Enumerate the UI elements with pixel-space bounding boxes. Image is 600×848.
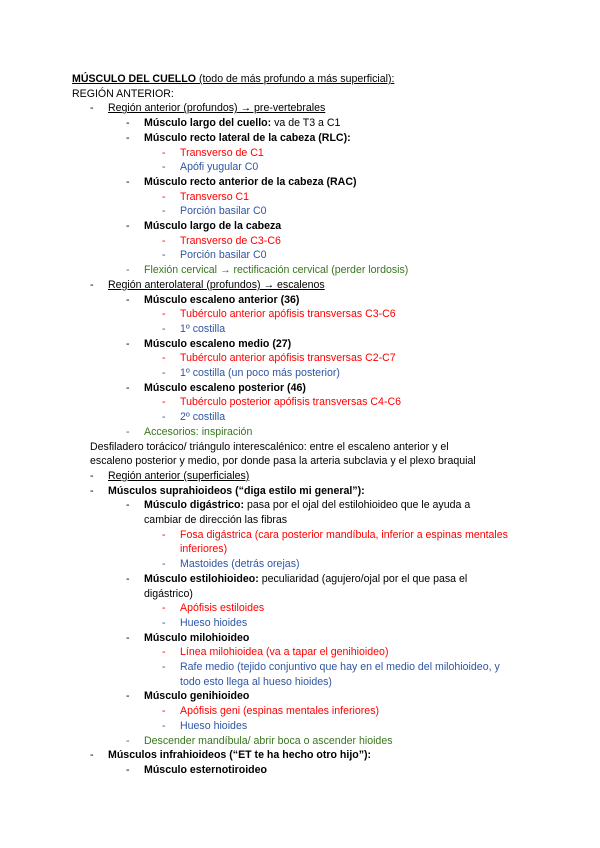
muscle-rac: Músculo recto anterior de la cabeza (RAC) (144, 175, 357, 188)
insertion-end: 1º costilla (180, 322, 226, 335)
deep-heading: Región anterior (profundos) → pre-vertebrales (108, 102, 326, 115)
insertion-end: Rafe medio (tejido conjuntivo que hay en el medio del milohioideo, y (180, 661, 500, 673)
insertion-origin: Apófisis geni (espinas mentales inferiores) (180, 705, 380, 718)
insertion-end: Hueso hioides (180, 719, 248, 732)
bullet: - (162, 308, 166, 321)
paragraph-line: cambiar de dirección las fibras (144, 514, 288, 526)
insertion-end: Porción basilar C0 (180, 249, 267, 262)
function-note: Accesorios: inspiración (144, 425, 253, 438)
bullet: - (162, 528, 166, 541)
muscle-genihioideo: Músculo genihioideo (144, 690, 250, 703)
bullet: - (162, 411, 166, 424)
bullet: - (126, 337, 130, 350)
muscle-escaleno-posterior: Músculo escaleno posterior (46) (144, 381, 306, 394)
bullet: - (162, 661, 166, 673)
bullet: - (162, 558, 166, 571)
bullet: - (126, 763, 130, 776)
paragraph-line: Desfiladero torácico/ triángulo interescalénico: entre el escaleno anterior y el (90, 440, 449, 453)
muscle-digastrico: Músculo digástrico: pasa por el ojal del estilohioideo que le ayuda a (144, 499, 471, 512)
bullet: - (162, 190, 166, 203)
bullet: - (162, 352, 166, 365)
bullet: - (162, 602, 166, 615)
muscle-esternotiroideo: Músculo esternotiroideo (144, 763, 268, 776)
anterolateral-heading: Región anterolateral (profundos) → escalenos (108, 278, 325, 291)
insertion-end: Mastoides (detrás orejas) (180, 558, 300, 571)
muscle-escaleno-medio: Músculo escaleno medio (27) (144, 337, 292, 350)
title-rest: (todo de más profundo a más superficial): (196, 73, 395, 85)
bullet: - (90, 469, 94, 482)
bullet: - (126, 175, 130, 188)
bullet: - (90, 749, 94, 762)
insertion-origin: Transverso de C3-C6 (180, 234, 281, 247)
superficial-heading: Región anterior (superficiales) (108, 469, 250, 482)
bullet: - (126, 220, 130, 232)
bullet: - (162, 146, 166, 159)
bullet: - (162, 234, 166, 247)
bullet: - (90, 484, 94, 497)
bullet: - (162, 396, 166, 409)
insertion-origin: Línea milohioidea (va a tapar el genihioideo) (180, 646, 389, 659)
insertion-end-cont: todo esto llega al hueso hioides) (180, 675, 332, 688)
insertion-origin: Transverso de C1 (180, 146, 264, 159)
function-note: Flexión cervical → rectificación cervical (perder lordosis) (144, 264, 409, 277)
insertion-end: Porción basilar C0 (180, 205, 267, 218)
insertion-end: Apófi yugular C0 (180, 161, 259, 174)
bullet: - (126, 131, 130, 144)
paragraph-line: escaleno posterior y medio, por donde pasa la arteria subclavia y el plexo braquial (90, 455, 476, 468)
region-anterior-label: REGIÓN ANTERIOR: (72, 87, 174, 100)
bullet: - (162, 705, 166, 718)
muscle-rlc: Músculo recto lateral de la cabeza (RLC): (144, 131, 351, 144)
bullet: - (126, 293, 130, 306)
bullet: - (162, 205, 166, 218)
title-bold: MÚSCULO DEL CUELLO (72, 73, 196, 85)
bullet: - (126, 499, 130, 512)
bullet: - (162, 719, 166, 732)
muscle-escaleno-anterior: Músculo escaleno anterior (36) (144, 293, 300, 306)
paragraph-line: digástrico) (144, 587, 193, 600)
bullet: - (162, 161, 166, 174)
bullet: - (90, 278, 94, 291)
bullet: - (126, 734, 130, 747)
insertion-end: 2º costilla (180, 411, 226, 424)
suprahioideos-heading: Músculos suprahioideos (“diga estilo mi general”): (108, 484, 365, 497)
bullet: - (126, 381, 130, 394)
bullet: - (162, 322, 166, 335)
muscle-largo-cuello: Músculo largo del cuello: va de T3 a C1 (144, 117, 341, 130)
function-note: Descender mandíbula/ abrir boca o ascender hioides (144, 734, 393, 747)
insertion-origin: Tubérculo anterior apófisis transversas C3-C6 (180, 308, 396, 321)
muscle-largo-cabeza: Músculo largo de la cabeza (144, 220, 282, 232)
bullet: - (90, 102, 94, 115)
bullet: - (162, 646, 166, 659)
bullet: - (126, 264, 130, 277)
insertion-origin-cont: inferiores) (180, 543, 228, 556)
insertion-origin: Transverso C1 (180, 190, 250, 203)
page-title (72, 72, 394, 87)
bullet: - (126, 690, 130, 703)
bullet: - (162, 249, 166, 262)
infrahioideos-heading: Músculos infrahioideos (“ET te ha hecho otro hijo”): (108, 749, 372, 762)
bullet: - (126, 117, 130, 130)
insertion-origin: Tubérculo anterior apófisis transversas C2-C7 (180, 352, 396, 365)
insertion-origin: Tubérculo posterior apófisis transversas C4-C6 (180, 396, 401, 409)
muscle-milohioideo: Músculo milohioideo (144, 631, 250, 644)
insertion-end: Hueso hioides (180, 616, 248, 629)
bullet: - (126, 572, 130, 585)
bullet: - (162, 367, 166, 379)
insertion-origin: Apófisis estiloides (180, 602, 265, 615)
muscle-estilohioideo: Músculo estilohioideo: peculiaridad (agujero/ojal por el que pasa el (144, 572, 468, 585)
bullet: - (126, 425, 130, 438)
insertion-origin: Fosa digástrica (cara posterior mandíbula, inferior a espinas mentales (180, 528, 508, 541)
bullet: - (126, 631, 130, 644)
bullet: - (162, 616, 166, 629)
insertion-end: 1º costilla (un poco más posterior) (180, 367, 340, 379)
